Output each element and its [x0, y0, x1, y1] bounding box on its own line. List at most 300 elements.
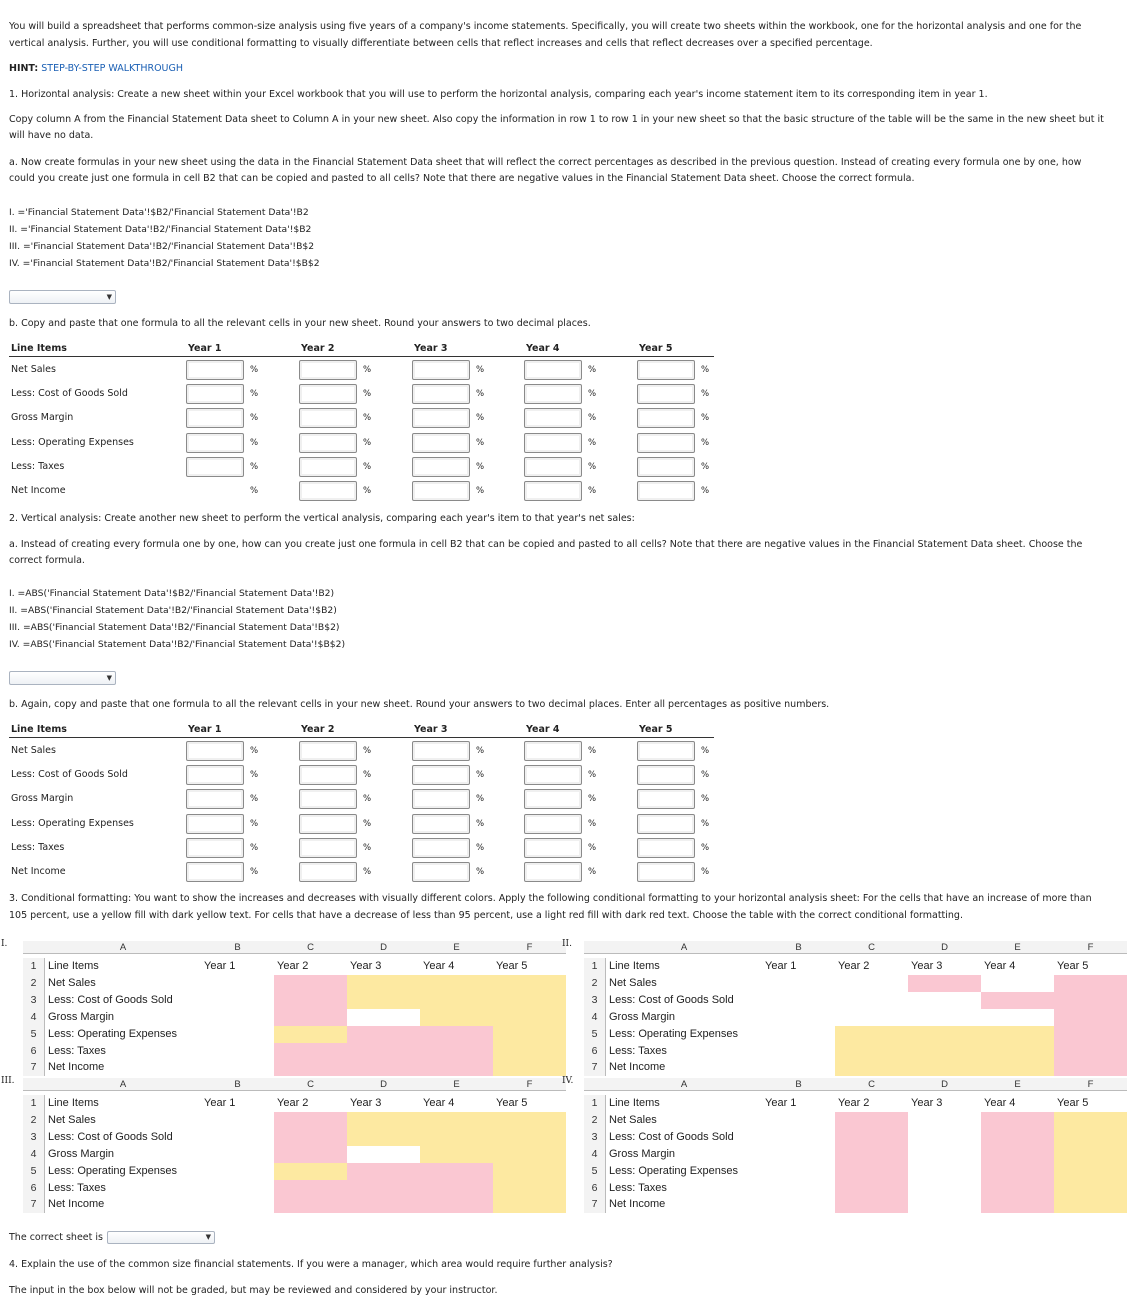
v-input-r2-y4[interactable] — [524, 765, 582, 785]
h-input-r5-y2[interactable] — [299, 457, 357, 477]
sheet-cell — [1054, 992, 1127, 1009]
column-header-E[interactable]: E — [420, 941, 493, 954]
v-input-r5-y3[interactable] — [412, 838, 470, 858]
row-number[interactable]: 1 — [23, 958, 45, 975]
sheet-row-label: Less: Taxes — [609, 1181, 667, 1194]
sheet-row-label: Less: Operating Expenses — [48, 1164, 178, 1177]
row-number[interactable]: 7 — [23, 1196, 45, 1213]
table-header — [9, 723, 714, 738]
v-input-r5-y1[interactable] — [186, 838, 244, 858]
v-input-r4-y5[interactable] — [637, 814, 695, 834]
percent-unit: % — [588, 365, 597, 375]
sheet-cell — [981, 1146, 1054, 1163]
sheet-cell — [981, 1163, 1054, 1180]
sheet-cell — [493, 1026, 566, 1043]
row-number[interactable]: 7 — [584, 1196, 606, 1213]
column-header-A[interactable]: A — [45, 941, 201, 954]
intro-text-1: You will build a spreadsheet that performs common-size analysis using five years of a company's income statements. Specifically, you will create two sheets within the workbook, one for the horizontal analysis and one for the — [9, 21, 1082, 32]
h-input-r1-y2[interactable] — [299, 360, 357, 380]
table-row — [9, 432, 714, 456]
h-input-r4-y5[interactable] — [637, 433, 695, 453]
sheet-cell — [1054, 1146, 1127, 1163]
q4-text: 4. Explain the use of the common size financial statements. If you were a manager, which area would require further analysis? — [9, 1259, 613, 1270]
v-input-r3-y4[interactable] — [524, 789, 582, 809]
percent-unit: % — [250, 867, 259, 877]
row-number[interactable]: 4 — [584, 1146, 606, 1163]
sheet-row-label: Less: Cost of Goods Sold — [609, 1130, 734, 1143]
sheet-cell — [420, 1129, 493, 1146]
v-input-r1-y2[interactable] — [299, 741, 357, 761]
row-label: Less: Taxes — [11, 841, 65, 853]
row-number[interactable]: 2 — [23, 975, 45, 992]
sheet-cell — [908, 975, 981, 992]
sheet-cell — [274, 1043, 347, 1060]
percent-unit: % — [363, 413, 372, 424]
sheet-cell — [1054, 975, 1127, 992]
h-input-r6-y2[interactable] — [299, 481, 357, 501]
correct-sheet-line — [9, 1230, 103, 1246]
sheet-cell — [762, 1146, 835, 1163]
row-number[interactable]: 5 — [584, 1026, 606, 1043]
percent-unit: % — [476, 842, 485, 853]
sheet-cell — [762, 1196, 835, 1213]
percent-unit: % — [250, 437, 259, 448]
h-input-r3-y4[interactable] — [524, 408, 582, 428]
h-input-r1-y3[interactable] — [412, 360, 470, 380]
sheet-cell — [493, 1043, 566, 1060]
v-input-r6-y2[interactable] — [299, 862, 357, 882]
v-input-r1-y5[interactable] — [637, 741, 695, 761]
sheet-cell — [1054, 1059, 1127, 1076]
column-header-C[interactable]: C — [274, 1078, 347, 1091]
sheet-cell — [201, 1026, 274, 1043]
sheet-row-label: Less: Operating Expenses — [48, 1027, 178, 1040]
sheet-cell — [493, 1146, 566, 1163]
col-header-year-2: Year 2 — [301, 724, 335, 735]
sheet-cell: Year 2 — [277, 960, 309, 972]
q4-note: The input in the box below will not be graded, but may be reviewed and considered by your instructor. — [9, 1285, 498, 1296]
v-input-r1-y4[interactable] — [524, 741, 582, 761]
sheet-cell — [201, 1146, 274, 1163]
v-input-r6-y1[interactable] — [186, 862, 244, 882]
column-header-F[interactable]: F — [493, 1078, 566, 1091]
h-input-r3-y1[interactable] — [186, 408, 244, 428]
sheet-row-label: Gross Margin — [48, 1010, 115, 1023]
h-input-r4-y4[interactable] — [524, 433, 582, 453]
column-header-D[interactable]: D — [908, 1078, 981, 1091]
v-input-r2-y5[interactable] — [637, 765, 695, 785]
sheet-cell: Year 5 — [496, 1097, 528, 1109]
percent-unit: % — [250, 818, 259, 829]
q3-text-1: 3. Conditional formatting: You want to show the increases and decreases with visually different colors. Apply the following conditional formatting to your horizontal analysis sheet: For the cells that have an increase of more than — [9, 893, 1092, 904]
sheet-row-label: Net Sales — [48, 1113, 96, 1126]
sheet-cell — [347, 975, 420, 992]
sheet-cell: Line Items — [48, 960, 99, 972]
v-input-r4-y1[interactable] — [186, 814, 244, 834]
percent-unit: % — [701, 818, 710, 829]
hint-line — [9, 61, 183, 77]
sheet-cell — [835, 1129, 908, 1146]
sheet-cell: Year 5 — [1057, 1097, 1089, 1109]
select-all-corner[interactable] — [584, 941, 606, 954]
row-number[interactable]: 1 — [584, 1095, 606, 1112]
v-input-r3-y5[interactable] — [637, 789, 695, 809]
hint-link[interactable]: STEP-BY-STEP WALKTHROUGH — [41, 63, 184, 74]
sheet-row-label: Net Income — [609, 1198, 666, 1211]
v-input-r5-y4[interactable] — [524, 838, 582, 858]
sheet-cell: Year 3 — [350, 1097, 382, 1109]
h-input-r4-y3[interactable] — [412, 433, 470, 453]
select-all-corner[interactable] — [23, 1078, 45, 1091]
v-input-r3-y1[interactable] — [186, 789, 244, 809]
sheet-cell — [201, 1112, 274, 1129]
row-number[interactable]: 7 — [584, 1059, 606, 1076]
sheet-row-label: Less: Taxes — [48, 1181, 106, 1194]
percent-unit: % — [476, 389, 485, 400]
percent-unit: % — [588, 461, 597, 472]
select-all-corner[interactable] — [584, 1078, 606, 1091]
sheet-cell — [1054, 1196, 1127, 1213]
sheet-cell — [762, 1043, 835, 1060]
v-input-r6-y4[interactable] — [524, 862, 582, 882]
table-header — [9, 342, 714, 357]
h-input-r4-y2[interactable] — [299, 433, 357, 453]
sheet-cell — [908, 1112, 981, 1129]
col-header-year-5: Year 5 — [639, 724, 673, 735]
sheet-cell: Year 1 — [204, 960, 236, 972]
sheet-cell — [274, 975, 347, 992]
v-input-r3-y2[interactable] — [299, 789, 357, 809]
v-input-r1-y1[interactable] — [186, 741, 244, 761]
h-input-r5-y3[interactable] — [412, 457, 470, 477]
sheet-cell — [835, 1043, 908, 1060]
sheet-cell — [274, 1180, 347, 1197]
correct-sheet-dropdown[interactable] — [107, 1231, 215, 1244]
column-header-C[interactable]: C — [835, 1078, 908, 1091]
sheet-cell — [1054, 1043, 1127, 1060]
sheet-option-label: II. — [562, 939, 572, 949]
chevron-down-icon: ▼ — [106, 674, 112, 682]
column-header-E[interactable]: E — [420, 1078, 493, 1091]
sheet-cell — [274, 1009, 347, 1026]
h-input-r6-y3[interactable] — [412, 481, 470, 501]
percent-unit: % — [588, 486, 597, 496]
row-number[interactable]: 7 — [23, 1059, 45, 1076]
row-number[interactable]: 3 — [23, 1129, 45, 1146]
q1-copy-1: Copy column A from the Financial Statement Data sheet to Column A in your new sheet. Also copy the information in row 1 to row 1 in your new sheet so that the basic structure of the table will be the same in the new sheet but it — [9, 114, 1104, 125]
column-header-D[interactable]: D — [347, 1078, 420, 1091]
v-input-r2-y3[interactable] — [412, 765, 470, 785]
percent-unit: % — [250, 842, 259, 853]
sheet-cell — [201, 1196, 274, 1213]
h-input-r2-y2[interactable] — [299, 384, 357, 404]
sheet-cell — [420, 1180, 493, 1197]
column-header-A[interactable]: A — [606, 1078, 762, 1091]
q1-title: 1. Horizontal analysis: Create a new sheet within your Excel workbook that you will use to perform the horizontal analysis, comparing each year's income statement item to its corresponding item in year 1. — [9, 89, 988, 100]
sheet-cell — [835, 975, 908, 992]
row-number[interactable]: 5 — [23, 1163, 45, 1180]
v-input-r5-y5[interactable] — [637, 838, 695, 858]
percent-unit: % — [476, 818, 485, 829]
sheet-cell — [201, 1043, 274, 1060]
v-input-r4-y4[interactable] — [524, 814, 582, 834]
q1-option-1: I. ='Financial Statement Data'!$B2/'Financial Statement Data'!B2 — [9, 207, 309, 218]
percent-unit: % — [363, 794, 372, 805]
sheet-cell — [908, 1196, 981, 1213]
sheet-cell — [420, 1112, 493, 1129]
row-number[interactable]: 4 — [584, 1009, 606, 1026]
sheet-cell — [762, 1026, 835, 1043]
percent-unit: % — [588, 389, 597, 400]
sheet-cell — [420, 992, 493, 1009]
row-number[interactable]: 4 — [23, 1009, 45, 1026]
column-header-F[interactable]: F — [493, 941, 566, 954]
sheet-cell — [981, 1009, 1054, 1026]
h-input-r5-y5[interactable] — [637, 457, 695, 477]
percent-unit: % — [363, 365, 372, 375]
percent-unit: % — [588, 842, 597, 853]
sheet-cell — [493, 1112, 566, 1129]
sheet-cell: Year 1 — [204, 1097, 236, 1109]
percent-unit: % — [588, 770, 597, 781]
v-input-r2-y1[interactable] — [186, 765, 244, 785]
percent-unit: % — [476, 461, 485, 472]
percent-unit: % — [363, 842, 372, 853]
row-number[interactable]: 5 — [584, 1163, 606, 1180]
q2-option-1: I. =ABS('Financial Statement Data'!$B2/'Financial Statement Data'!B2) — [9, 588, 335, 599]
percent-unit: % — [701, 365, 710, 375]
h-input-r6-y5[interactable] — [637, 481, 695, 501]
h-input-r6-y4[interactable] — [524, 481, 582, 501]
sheet-cell: Year 2 — [277, 1097, 309, 1109]
column-header-B[interactable]: B — [201, 1078, 274, 1091]
column-header-D[interactable]: D — [908, 941, 981, 954]
h-input-r5-y4[interactable] — [524, 457, 582, 477]
row-number[interactable]: 6 — [584, 1043, 606, 1060]
percent-unit: % — [363, 389, 372, 400]
v-input-r5-y2[interactable] — [299, 838, 357, 858]
sheet-cell — [908, 992, 981, 1009]
row-number[interactable]: 6 — [23, 1043, 45, 1060]
q1-option-4: IV. ='Financial Statement Data'!B2/'Financial Statement Data'!$B$2 — [9, 258, 320, 269]
h-input-r2-y3[interactable] — [412, 384, 470, 404]
column-header-F[interactable]: F — [1054, 1078, 1127, 1091]
q2-formula-dropdown[interactable] — [9, 671, 116, 685]
sheet-option-label: III. — [1, 1076, 15, 1086]
h-input-r2-y1[interactable] — [186, 384, 244, 404]
sheet-cell — [274, 1129, 347, 1146]
q2a-text-1: a. Instead of creating every formula one by one, how can you create just one formula in cell B2 that can be copied and pasted to all cells? Note that there are negative values in the Financial Statement Data sheet. Choose the — [9, 539, 1083, 550]
sheet-cell — [981, 1196, 1054, 1213]
sheet-cell — [201, 1180, 274, 1197]
row-number[interactable]: 2 — [23, 1112, 45, 1129]
sheet-cell — [274, 1196, 347, 1213]
column-header-B[interactable]: B — [762, 941, 835, 954]
col-header-year-5: Year 5 — [639, 343, 673, 354]
column-header-C[interactable]: C — [835, 941, 908, 954]
sheet-cell — [493, 1129, 566, 1146]
row-number[interactable]: 3 — [584, 992, 606, 1009]
percent-unit: % — [363, 437, 372, 448]
sheet-cell — [981, 975, 1054, 992]
sheet-cell — [347, 1112, 420, 1129]
sheet-cell — [981, 992, 1054, 1009]
sheet-cell — [762, 975, 835, 992]
row-number[interactable]: 1 — [23, 1095, 45, 1112]
percent-unit: % — [476, 770, 485, 781]
sheet-cell — [420, 1026, 493, 1043]
h-input-r1-y4[interactable] — [524, 360, 582, 380]
q2-option-4: IV. =ABS('Financial Statement Data'!B2/'Financial Statement Data'!$B$2) — [9, 639, 346, 650]
h-input-r3-y5[interactable] — [637, 408, 695, 428]
h-input-r1-y1[interactable] — [186, 360, 244, 380]
column-header-A[interactable]: A — [606, 941, 762, 954]
sheet-cell — [908, 1043, 981, 1060]
sheet-cell — [981, 1129, 1054, 1146]
sheet-cell — [762, 1059, 835, 1076]
row-number[interactable]: 2 — [584, 975, 606, 992]
v-input-r2-y2[interactable] — [299, 765, 357, 785]
sheet-row-label: Gross Margin — [609, 1010, 676, 1023]
percent-unit: % — [476, 365, 485, 375]
column-header-F[interactable]: F — [1054, 941, 1127, 954]
row-label: Gross Margin — [11, 412, 74, 424]
sheet-cell — [347, 1163, 420, 1180]
h-input-r3-y3[interactable] — [412, 408, 470, 428]
sheet-row-label: Less: Taxes — [609, 1044, 667, 1057]
sheet-cell — [420, 1196, 493, 1213]
sheet-cell — [835, 1196, 908, 1213]
row-label: Less: Cost of Goods Sold — [11, 769, 128, 781]
sheet-cell — [347, 1059, 420, 1076]
h-input-r3-y2[interactable] — [299, 408, 357, 428]
row-number[interactable]: 2 — [584, 1112, 606, 1129]
sheet-cell — [1054, 1180, 1127, 1197]
row-number[interactable]: 5 — [23, 1026, 45, 1043]
sheet-cell: Year 2 — [838, 1097, 870, 1109]
sheet-row-label: Less: Taxes — [48, 1044, 106, 1057]
percent-unit: % — [476, 486, 485, 496]
column-header-B[interactable]: B — [762, 1078, 835, 1091]
v-input-r4-y3[interactable] — [412, 814, 470, 834]
sheet-cell — [347, 1026, 420, 1043]
h-input-r1-y5[interactable] — [637, 360, 695, 380]
percent-unit: % — [250, 461, 259, 472]
row-number[interactable]: 3 — [23, 992, 45, 1009]
h-input-r2-y4[interactable] — [524, 384, 582, 404]
sheet-row-label: Net Income — [48, 1061, 105, 1074]
sheet-cell — [274, 1026, 347, 1043]
sheet-row-label: Net Sales — [48, 976, 96, 989]
column-header-C[interactable]: C — [274, 941, 347, 954]
column-header-E[interactable]: E — [981, 1078, 1054, 1091]
sheet-cell — [347, 992, 420, 1009]
row-number[interactable]: 4 — [23, 1146, 45, 1163]
select-all-corner[interactable] — [23, 941, 45, 954]
percent-unit: % — [701, 770, 710, 781]
column-header-E[interactable]: E — [981, 941, 1054, 954]
col-header-year-1: Year 1 — [188, 343, 222, 354]
sheet-cell: Year 1 — [765, 1097, 797, 1109]
percent-unit: % — [701, 842, 710, 853]
sheet-row-label: Net Income — [48, 1198, 105, 1211]
v-input-r4-y2[interactable] — [299, 814, 357, 834]
sheet-cell — [420, 1043, 493, 1060]
sheet-option-label: IV. — [562, 1076, 574, 1086]
col-header-line-items: Line Items — [11, 343, 67, 354]
row-number[interactable]: 3 — [584, 1129, 606, 1146]
q1a-text-2: could you create just one formula in cell B2 that can be copied and pasted to all cells? Note that there are negative values in the Financial Statement Data sheet. Choose the correct formula. — [9, 173, 915, 184]
sheet-cell: Year 3 — [911, 960, 943, 972]
sheet-cell — [274, 1059, 347, 1076]
sheet-cell: Year 1 — [765, 960, 797, 972]
sheet-cell — [762, 1009, 835, 1026]
column-header-B[interactable]: B — [201, 941, 274, 954]
percent-unit: % — [250, 486, 259, 496]
sheet-cell — [493, 992, 566, 1009]
sheet-cell — [908, 1129, 981, 1146]
q1-formula-dropdown[interactable] — [9, 290, 116, 304]
percent-unit: % — [701, 461, 710, 472]
sheet-cell — [274, 1163, 347, 1180]
sheet-cell — [1054, 1009, 1127, 1026]
v-input-r1-y3[interactable] — [412, 741, 470, 761]
column-header-A[interactable]: A — [45, 1078, 201, 1091]
v-input-r3-y3[interactable] — [412, 789, 470, 809]
table-row — [9, 740, 714, 764]
sheet-cell: Year 5 — [496, 960, 528, 972]
hint-label: HINT: — [9, 63, 39, 74]
percent-unit: % — [250, 746, 259, 756]
row-number[interactable]: 1 — [584, 958, 606, 975]
sheet-cell — [274, 1112, 347, 1129]
percent-unit: % — [701, 389, 710, 400]
sheet-cell: Year 4 — [423, 960, 455, 972]
column-header-D[interactable]: D — [347, 941, 420, 954]
table-row — [9, 764, 714, 788]
row-label: Less: Operating Expenses — [11, 817, 134, 829]
percent-unit: % — [363, 770, 372, 781]
sheet-cell — [908, 1026, 981, 1043]
row-number[interactable]: 6 — [584, 1180, 606, 1197]
row-number[interactable]: 6 — [23, 1180, 45, 1197]
chevron-down-icon: ▼ — [106, 293, 112, 301]
sheet-cell — [274, 1146, 347, 1163]
v-input-r6-y5[interactable] — [637, 862, 695, 882]
sheet-cell — [1054, 1163, 1127, 1180]
sheet-cell — [493, 1059, 566, 1076]
q1a-text-1: a. Now create formulas in your new sheet using the data in the Financial Statement Data sheet that will reflect the correct percentages as described in the previous question. Instead of creating every formula one by one, how — [9, 157, 1082, 168]
sheet-row-label: Net Sales — [609, 1113, 657, 1126]
sheet-row-label: Net Sales — [609, 976, 657, 989]
sheet-cell — [835, 1026, 908, 1043]
percent-unit: % — [701, 437, 710, 448]
v-input-r6-y3[interactable] — [412, 862, 470, 882]
sheet-cell — [835, 1059, 908, 1076]
h-input-r2-y5[interactable] — [637, 384, 695, 404]
table-row — [9, 837, 714, 861]
q1-option-2: II. ='Financial Statement Data'!B2/'Financial Statement Data'!$B2 — [9, 224, 312, 235]
sheet-cell — [835, 1009, 908, 1026]
h-input-r5-y1[interactable] — [186, 457, 244, 477]
sheet-cell — [835, 1163, 908, 1180]
row-label: Gross Margin — [11, 793, 74, 805]
percent-unit: % — [250, 794, 259, 805]
sheet-cell — [420, 1146, 493, 1163]
sheet-cell — [981, 1026, 1054, 1043]
h-input-r4-y1[interactable] — [186, 433, 244, 453]
sheet-cell — [420, 1163, 493, 1180]
